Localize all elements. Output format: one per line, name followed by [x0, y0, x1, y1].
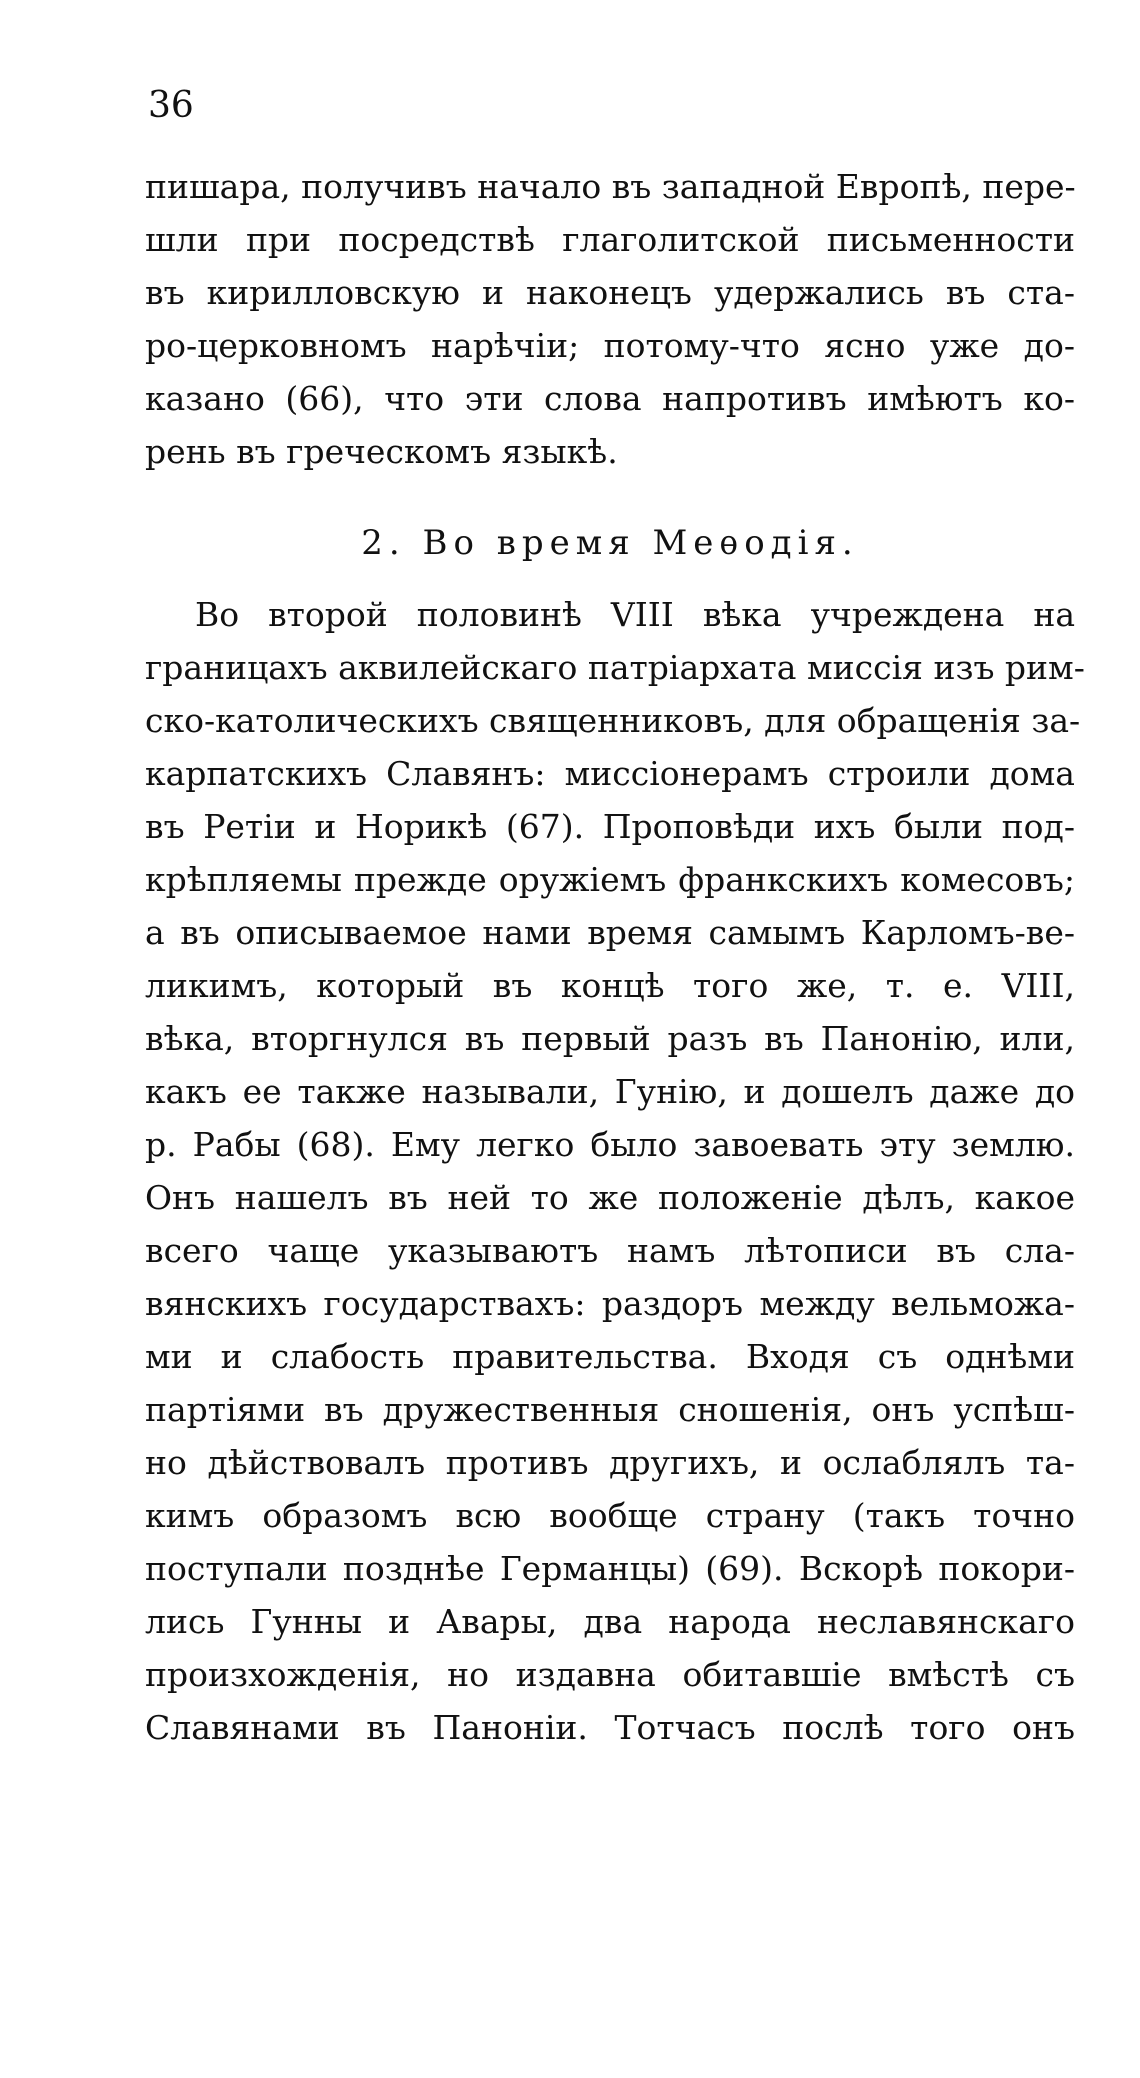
text-line: какъ ее также называли, Гунію, и дошелъ даже до	[145, 1072, 1075, 1111]
text-line: въ Ретіи и Норикѣ (67). Проповѣди ихъ были под-	[145, 807, 1075, 846]
text-line: ми и слабость правительства. Входя съ однѣми	[145, 1337, 1075, 1376]
text-line: ликимъ, который въ концѣ того же, т. е. VIII,	[145, 966, 1075, 1005]
text-line: партіями въ дружественныя сношенія, онъ успѣш-	[145, 1390, 1075, 1429]
text-line: поступали позднѣе Германцы) (69). Вскорѣ покори-	[145, 1549, 1075, 1588]
text-line: ро-церковномъ нарѣчіи; потому-что ясно уже до-	[145, 326, 1075, 365]
text-line: р. Рабы (68). Ему легко было завоевать эту землю.	[145, 1125, 1075, 1164]
page-number: 36	[148, 85, 194, 126]
text-line: границахъ аквилейскаго патріархата миссія изъ рим-	[145, 648, 1085, 687]
text-line: всего чаще указываютъ намъ лѣтописи въ сла-	[145, 1231, 1075, 1270]
section-heading: 2. Во время Меѳодія.	[361, 523, 859, 563]
text-line: вѣка, вторгнулся въ первый разъ въ Панонію, или,	[145, 1019, 1075, 1058]
text-line: крѣпляемы прежде оружіемъ франкскихъ комесовъ;	[145, 860, 1075, 899]
text-line: пишара, получивъ начало въ западной Европѣ, пере-	[145, 167, 1076, 206]
text-line: казано (66), что эти слова напротивъ имѣютъ ко-	[145, 379, 1075, 418]
text-line: кимъ образомъ всю вообще страну (такъ точно	[145, 1496, 1075, 1535]
text-line: въ кирилловскую и наконецъ удержались въ ста-	[145, 273, 1075, 312]
text-line: лись Гунны и Авары, два народа неславянскаго	[145, 1602, 1075, 1641]
text-line: но дѣйствовалъ противъ другихъ, и ослаблялъ та-	[145, 1443, 1075, 1482]
text-line: произхожденія, но издавна обитавшіе вмѣстѣ съ	[145, 1655, 1075, 1694]
paragraph-continued	[145, 160, 1075, 478]
text-line: Славянами въ Панонiи. Тотчасъ послѣ того онъ	[145, 1708, 1075, 1747]
text-line: вянскихъ государствахъ: раздоръ между вельможа-	[145, 1284, 1075, 1323]
text-line: рень въ греческомъ языкѣ.	[145, 432, 618, 471]
text-line: шли при посредствѣ глаголитской письменности	[145, 220, 1075, 259]
text-line: Во второй половинѣ VIII вѣка учреждена на	[195, 595, 1075, 634]
text-line: Онъ нашелъ въ ней то же положеніе дѣлъ, какое	[145, 1178, 1075, 1217]
text-line: ско-католическихъ священниковъ, для обращенія за-	[145, 701, 1081, 740]
text-line: а въ описываемое нами время самымъ Карломъ-ве-	[145, 913, 1075, 952]
paragraph-main	[145, 588, 1085, 1754]
text-line: карпатскихъ Славянъ: миссіонерамъ строили дома	[145, 754, 1075, 793]
